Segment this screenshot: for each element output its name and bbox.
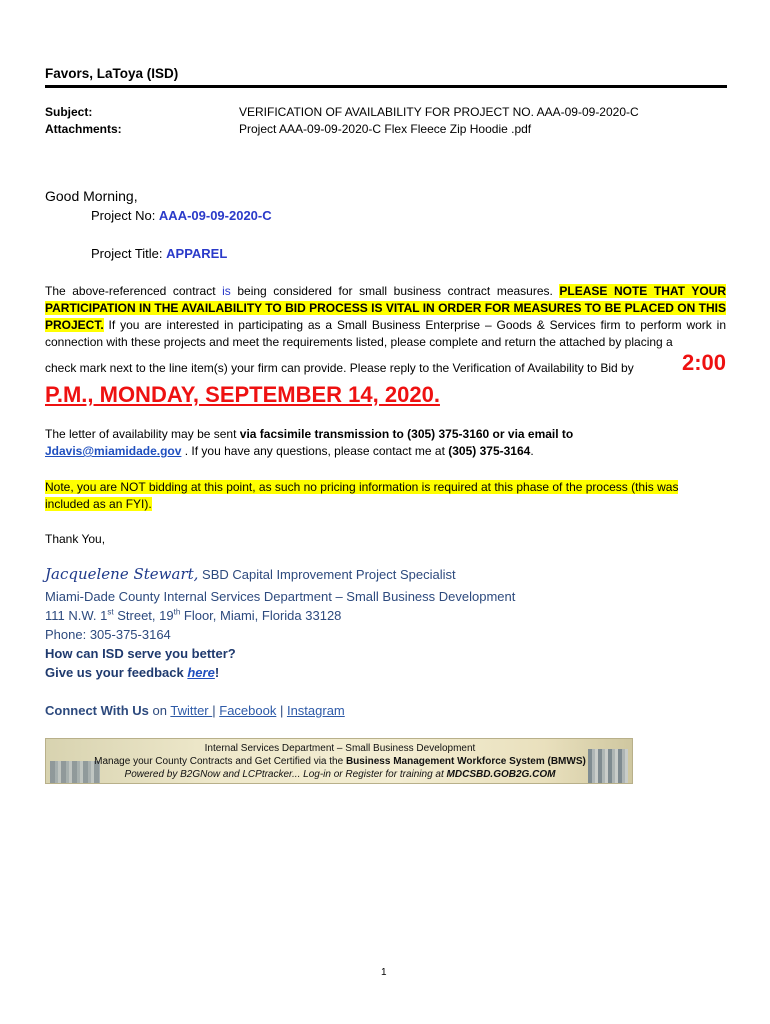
feedback-end: ! (214, 665, 220, 680)
project-title-label: Project Title: (91, 246, 167, 261)
deadline-time: 2:00 (681, 350, 726, 375)
sender-name: Favors, LaToya (ISD) (45, 66, 179, 81)
connect-on: on (148, 703, 171, 718)
instagram-link[interactable]: Instagram (286, 703, 345, 718)
header-divider (45, 85, 727, 88)
signature-title: SBD Capital Improvement Project Specialist (198, 567, 456, 582)
twitter-link[interactable]: Twitter (170, 703, 213, 718)
participation-notice: PLEASE NOTE THAT YOUR PARTICIPATION IN THE AVAILABILITY TO BID PROCESS IS VITAL IN ORDER FOR MEASURES TO BE PLACED ON THIS PROJECT. (45, 284, 726, 332)
addr-a: 111 N.W. 1 (45, 608, 108, 623)
feedback-question: How can ISD serve you better? (45, 646, 236, 661)
para1-text-b: being considered for small business contract measures. (230, 284, 560, 298)
para1-last-line: check mark next to the line item(s) your firm can provide. Please reply to the Verification of Availability to Bid by (45, 361, 634, 375)
project-number-value: AAA-09-09-2020-C (158, 208, 272, 223)
banner-line-3a: Powered by B2GNow and LCPtracker... Log-in or Register for training at (124, 769, 447, 780)
project-title (91, 246, 227, 261)
banner-line-2a: Manage your County Contracts and Get Certified via the (94, 756, 346, 767)
para1-text-a: The above-referenced contract (45, 284, 223, 298)
feedback-here-link[interactable]: here (187, 665, 215, 680)
social-separator: | (212, 703, 220, 718)
facebook-link[interactable]: Facebook (219, 703, 277, 718)
project-title-value: APPAREL (166, 246, 228, 261)
attachment-file-link[interactable]: Project AAA-09-09-2020-C Flex Fleece Zip Hoodie .pdf (239, 122, 532, 136)
intro-paragraph (45, 283, 726, 351)
feedback-line (45, 665, 219, 680)
fax-email-instructions: via facsimile transmission to (305) 375-3160 or via email to (239, 427, 574, 441)
banner-url: MDCSBD.GOB2G.COM (446, 769, 556, 780)
signature-department: Miami-Dade County Internal Services Department – Small Business Development (45, 589, 516, 604)
project-number-label: Project No: (91, 208, 159, 223)
note-paragraph (45, 479, 726, 513)
attachments-label: Attachments: (45, 122, 122, 136)
addr-sup2: th (173, 607, 181, 617)
letter-line-2 (45, 443, 726, 460)
connect-label: Connect With Us (45, 703, 149, 718)
subject-label: Subject: (45, 105, 93, 119)
letter-text-a: The letter of availability may be sent (45, 427, 240, 441)
banner-line-3 (46, 769, 633, 780)
greeting: Good Morning, (45, 188, 138, 204)
banner-line-2 (46, 756, 633, 767)
note-text: Note, you are NOT bidding at this point, as such no pricing information is required at this phase of the process (this was included as an FYI). (45, 480, 679, 511)
letter-text-c: . If you have any questions, please contact me at (181, 444, 449, 458)
feedback-text: Give us your feedback (45, 665, 188, 680)
addr-c: Floor, Miami, Florida 33128 (180, 608, 342, 623)
banner-line-2b: Business Management Workforce System (BMWS) (345, 756, 586, 767)
addr-b: Street, 19 (113, 608, 174, 623)
addr-sup1: st (107, 607, 114, 617)
page-number: 1 (381, 967, 387, 978)
signature-address (45, 608, 341, 623)
deadline-line (45, 350, 726, 377)
signature-name: Jacquelene Stewart, (45, 565, 199, 583)
signature-line (45, 565, 456, 583)
signature-phone: Phone: 305-375-3164 (45, 627, 171, 642)
social-links (45, 703, 345, 718)
banner-line-1: Internal Services Department – Small Business Development (204, 743, 476, 754)
contact-phone: (305) 375-3164 (448, 444, 531, 458)
email-link[interactable]: Jdavis@miamidade.gov (45, 444, 182, 458)
para1-text-c: If you are interested in participating as a Small Business Enterprise – Goods & Services firm to perform work in connection with these projects and meet the requirements listed, please complete and return the attached by placing a (45, 318, 726, 349)
project-number (91, 208, 272, 223)
letter-end: . (530, 444, 534, 458)
letter-line-1 (45, 426, 726, 443)
subject-value: VERIFICATION OF AVAILABILITY FOR PROJECT NO. AAA-09-09-2020-C (239, 105, 639, 119)
para1-text-is: is (222, 284, 231, 298)
bmws-banner[interactable] (45, 738, 633, 784)
thanks: Thank You, (45, 532, 106, 546)
social-separator: | (276, 703, 287, 718)
deadline-date: P.M., MONDAY, SEPTEMBER 14, 2020. (45, 382, 440, 407)
